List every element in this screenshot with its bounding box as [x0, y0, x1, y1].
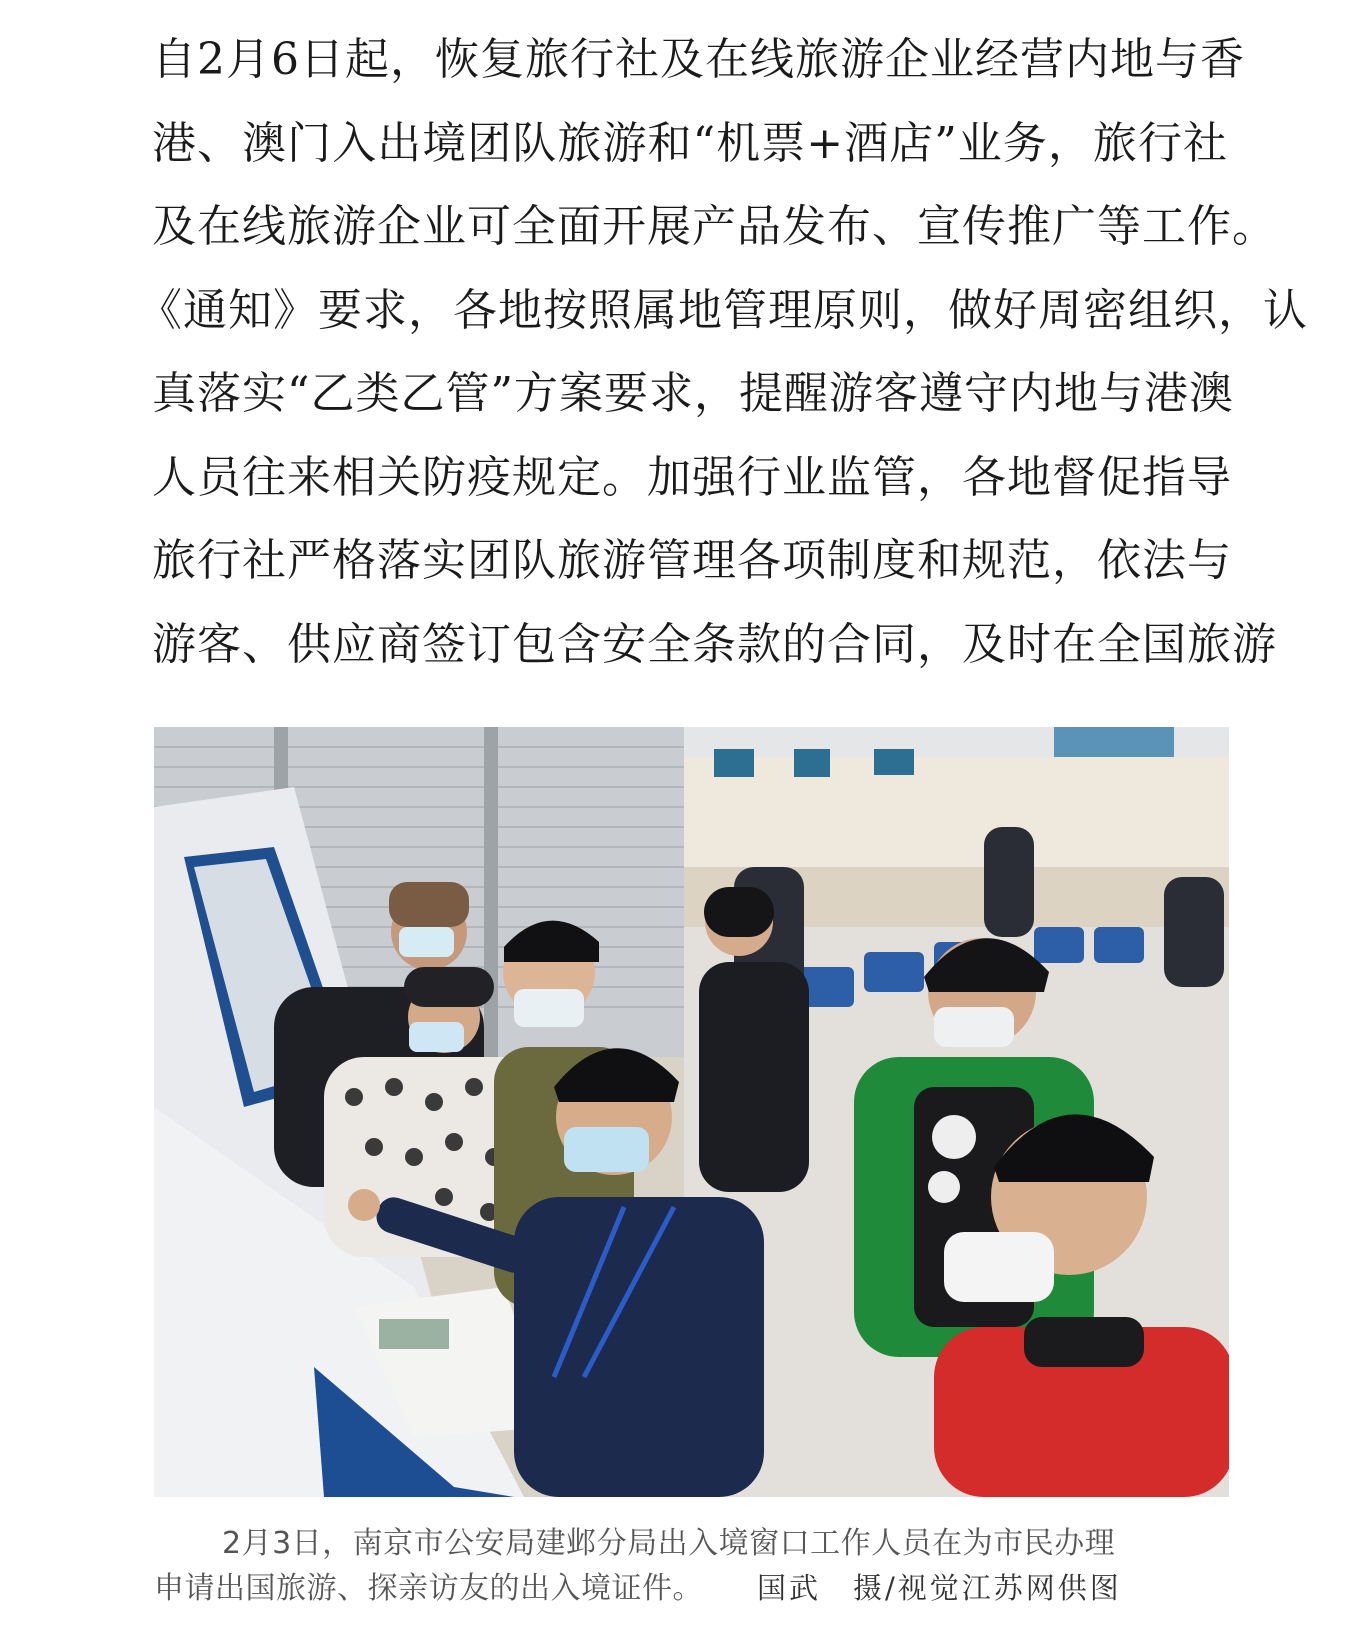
body-line-6: 人员往来相关防疫规定。加强行业监管，各地督促指导 [152, 451, 1232, 503]
photo-illustration [154, 727, 1229, 1497]
photo-caption [154, 1522, 1229, 1611]
body-line-1: 自2月6日起，恢复旅行社及在线旅游企业经营内地与香 [152, 34, 1245, 85]
body-line-5: 真落实“乙类乙管”方案要求，提醒游客遵守内地与港澳 [152, 368, 1234, 419]
caption-line-2-text: 申请出国旅游、探亲访友的出入境证件。 [154, 1571, 703, 1606]
article-body [138, 18, 1308, 686]
body-line-7: 旅行社严格落实团队旅游管理各项制度和规范，依法与 [152, 535, 1232, 586]
body-line-8: 游客、供应商签订包含安全条款的合同，及时在全国旅游 [152, 618, 1277, 670]
caption-line-1: 2月3日，南京市公安局建邺分局出入境窗口工作人员在为市民办理 [222, 1526, 1116, 1561]
body-line-4: 《通知》要求，各地按照属地管理原则，做好周密组织，认 [138, 284, 1308, 336]
body-line-2: 港、澳门入出境团队旅游和“机票+酒店”业务，旅行社 [152, 117, 1228, 169]
photo-credit: 国武 摄/视觉江苏网供图 [757, 1571, 1122, 1605]
caption-line-2 [154, 1566, 1229, 1611]
body-line-3: 及在线旅游企业可全面开展产品发布、宣传推广等工作。 [152, 201, 1277, 252]
news-photo [154, 727, 1229, 1497]
